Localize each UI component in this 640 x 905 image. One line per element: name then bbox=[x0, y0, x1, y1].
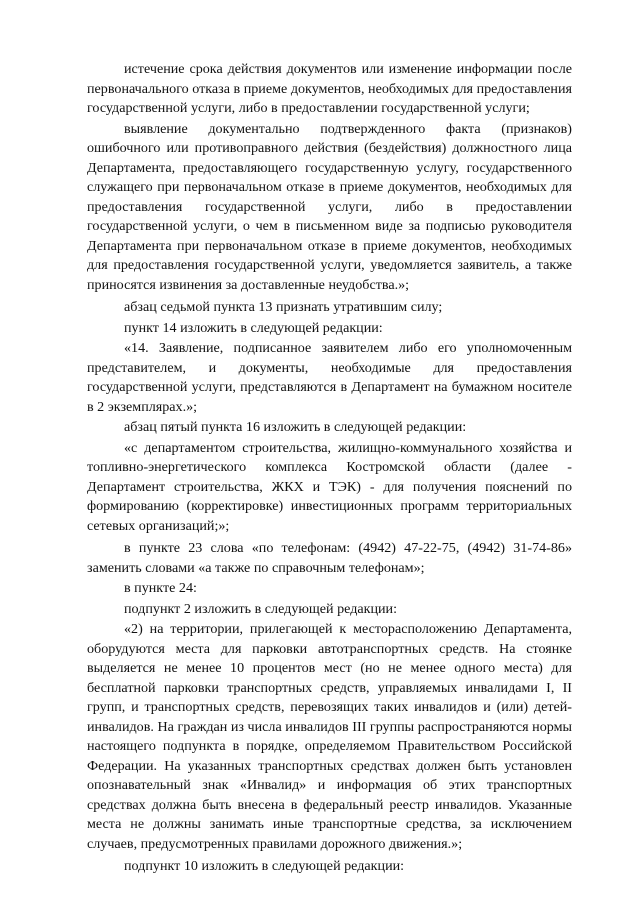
paragraph: выявление документально подтвержденного факта (признаков) ошибочного или противоправного действия (бездействия) должностного лица Департамента, предоставляющего государственную услугу, государственного служащего при первоначальном отказе в приеме документов, необходимых для предоставления государственной услуги, либо в предоставлении государственной услуги, о чем в письменном виде за подписью руководителя Департамента при первоначальном отказе в приеме документов, необходимых для предоставления государственной услуги, уведомляется заявитель, а также приносятся извинения за доставленные неудобства.»; bbox=[87, 120, 572, 293]
paragraph: «14. Заявление, подписанное заявителем либо его уполномоченным представителем, и документы, необходимые для предоставления государственной услуги, представляются в Департамент на бумажном носителе в 2 экземплярах.»; bbox=[87, 340, 572, 415]
paragraph: пункт 14 изложить в следующей редакции: bbox=[124, 319, 383, 336]
paragraph: абзац пятый пункта 16 изложить в следующей редакции: bbox=[124, 419, 467, 435]
paragraph: в пункте 23 слова «по телефонам: (4942) 47-22-75, (4942) 31-74-86» заменить словами «а также по справочным телефонам»; bbox=[87, 540, 572, 576]
paragraph: подпункт 2 изложить в следующей редакции: bbox=[124, 600, 398, 617]
paragraph: в пункте 24: bbox=[124, 580, 197, 596]
paragraph: подпункт 10 изложить в следующей редакции: bbox=[124, 858, 405, 874]
paragraph: истечение срока действия документов или изменение информации после первоначального отказа в приеме документов, необходимых для предоставления государственной услуги, либо в предоставлении государственной услуги; bbox=[87, 61, 572, 116]
paragraph: «2) на территории, прилегающей к месторасположению Департамента, оборудуются места для парковки автотранспортных средств. На стоянке выделяется не менее 10 процентов мест (но не менее одного места) для бесплатной парковки транспортных средств, управляемых инвалидами I, II групп, и транспортных средств, перевозящих таких инвалидов и (или) детей-инвалидов. На граждан из числа инвалидов III группы распространяются нормы настоящего подпункта в порядке, определяемом Правительством Российской Федерации. На указанных транспортных средствах должен быть установлен опознавательный знак «Инвалид» и информация об этих транспортных средствах должна быть внесена в федеральный реестр инвалидов. Указанные места не должны занимать иные транспортные средства, за исключением случаев, предусмотренных правилами дорожного движения.»; bbox=[87, 621, 572, 852]
paragraph: «с департаментом строительства, жилищно-коммунального хозяйства и топливно-энергетического комплекса Костромской области (далее - Департамент строительства, ЖКХ и ТЭК) - для получения пояснений по формированию (корректировке) инвестиционных программ территориальных сетевых организаций;»; bbox=[87, 439, 572, 534]
paragraph: абзац седьмой пункта 13 признать утратившим силу; bbox=[124, 299, 443, 315]
document-body bbox=[87, 60, 572, 877]
